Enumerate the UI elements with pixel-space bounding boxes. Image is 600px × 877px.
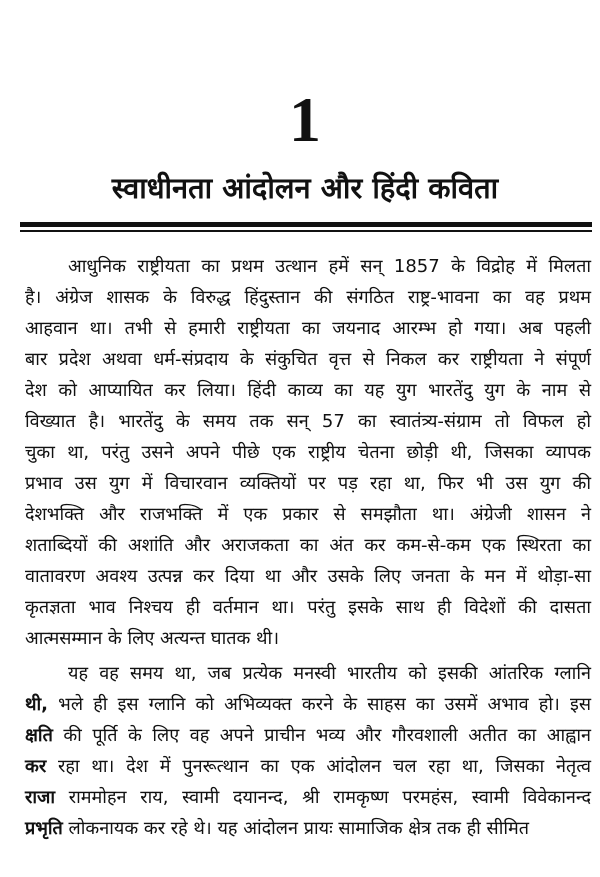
title-rule-thin xyxy=(20,230,592,232)
chapter-title: स्वाधीनता आंदोलन और हिंदी कविता xyxy=(111,171,499,205)
text-line: शताब्दियों की अशांति और अराजकता का अंत कर कम-से-कम एक स्थिरता का xyxy=(25,535,591,556)
text-line: प्रभाव उस युग में विचारवान व्यक्तियों पर पड़ रहा था, फिर भी उस युग की xyxy=(25,473,591,494)
text-line: विख्यात है। भारतेंदु के समय तक सन् 57 का स्वातंत्र्य-संग्राम तो विफल हो xyxy=(25,411,591,432)
text-line: चुका था, परंतु उसने अपने पीछे एक राष्ट्रीय चेतना छोड़ी थी, जिसका व्यापक xyxy=(25,442,591,463)
text-line: प्रभृति लोकनायक कर रहे थे। यह आंदोलन प्रायः सामाजिक क्षेत्र तक ही सीमित xyxy=(25,818,530,839)
text-line: कृतज्ञता भाव निश्चय ही वर्तमान था। परंतु इसके साथ ही विदेशों की दासता xyxy=(25,597,591,618)
text-line: राजा राममोहन राय, स्वामी दयानन्द, श्री रामकृष्ण परमहंस, स्वामी विवेकानन्द xyxy=(25,787,591,808)
text-line: थी, भले ही इस ग्लानि को अभिव्यक्त करने के साहस का उसमें अभाव हो। इस xyxy=(25,694,591,715)
text-line: कर रहा था। देश में पुनरूत्थान का एक आंदोलन चल रहा था, जिसका नेतृत्व xyxy=(25,756,591,777)
text-line: क्षति की पूर्ति के लिए वह अपने प्राचीन भव्य और गौरवशाली अतीत का आह्वान xyxy=(25,725,591,746)
chapter-number: 1 xyxy=(289,84,321,155)
text-line: आहवान था। तभी से हमारी राष्ट्रीयता का जयनाद आरम्भ हो गया। अब पहली xyxy=(25,318,591,339)
text-line: आत्मसम्मान के लिए अत्यन्त घातक थी। xyxy=(25,628,280,649)
text-line: देशभक्ति और राजभक्ति में एक प्रकार से समझौता था। अंग्रेजी शासन ने xyxy=(25,504,591,525)
text-line: देश को आप्यायित कर लिया। हिंदी काव्य का यह युग भारतेंदु युग के नाम से xyxy=(25,380,591,401)
text-line: बार प्रदेश अथवा धर्म-संप्रदाय के संकुचित वृत्त से निकल कर राष्ट्रीयता ने संपूर्ण xyxy=(25,349,591,370)
text-line: आधुनिक राष्ट्रीयता का प्रथम उत्थान हमें सन् 1857 के विद्रोह में मिलता xyxy=(68,256,591,277)
text-line: है। अंग्रेज शासक के विरुद्ध हिंदुस्तान की संगठित राष्ट्र-भावना का वह प्रथम xyxy=(25,287,591,308)
text-line: यह वह समय था, जब प्रत्येक मनस्वी भारतीय को इसकी आंतरिक ग्लानि xyxy=(68,663,591,684)
text-line: वातावरण अवश्य उत्पन्न कर दिया था और उसके लिए जनता के मन में थोड़ा-सा xyxy=(25,566,591,587)
title-rule-thick xyxy=(20,222,592,227)
